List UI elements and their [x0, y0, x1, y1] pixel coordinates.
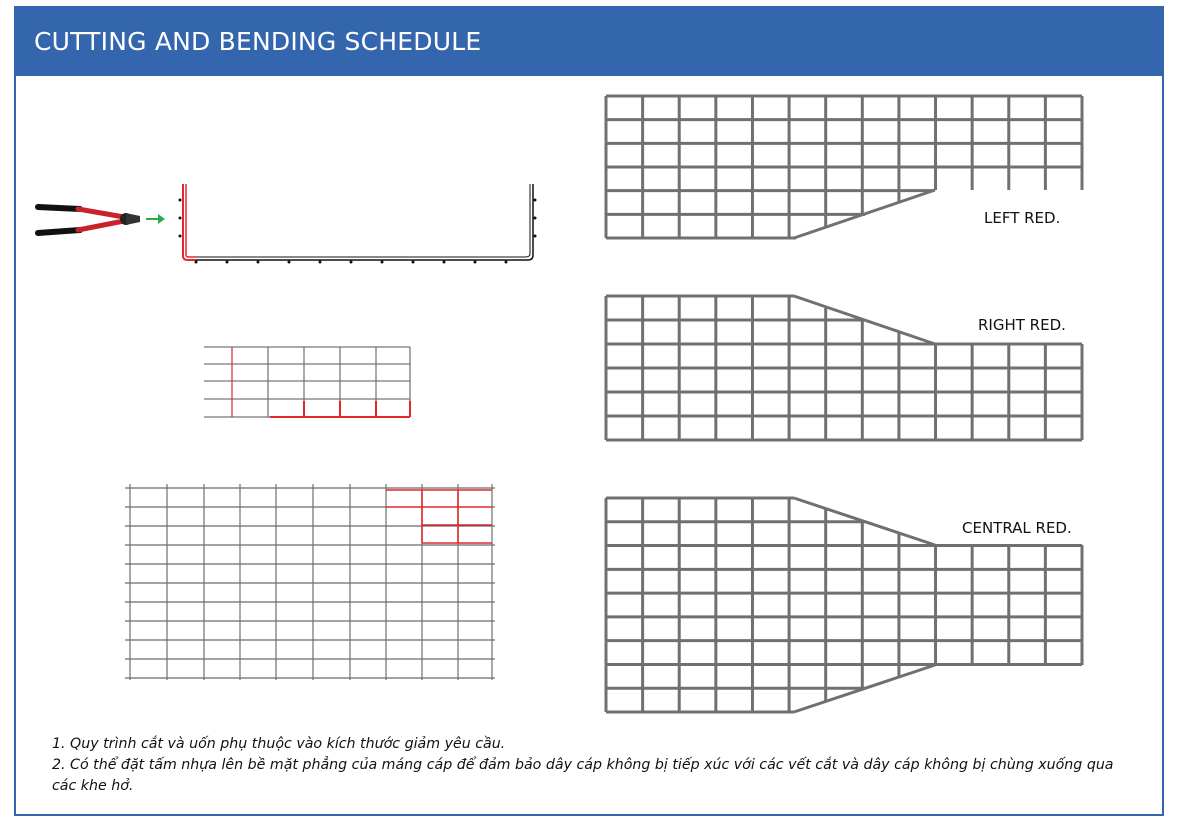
tray-dot: [257, 261, 260, 264]
tray-dot: [505, 261, 508, 264]
notes-block: [52, 734, 1142, 797]
cable-tray-section: [179, 184, 537, 264]
tray-dot: [319, 261, 322, 264]
note-1: 1. Quy trình cắt và uốn phụ thuộc vào kích thước giảm yêu cầu.: [52, 736, 506, 752]
tray-dot: [474, 261, 477, 264]
large-mesh-panel: [125, 484, 495, 680]
central-reduction-label: CENTRAL RED.: [962, 519, 1072, 537]
tray-dot: [534, 217, 537, 220]
tray-dot: [534, 199, 537, 202]
tray-dot: [381, 261, 384, 264]
note-2: 2. Có thể đặt tấm nhựa lên bề mặt phẳng của máng cáp để đảm bảo dây cáp không bị tiếp xúc với các vết cắt và dây cáp không bị chùng xuống qua các khe hở.: [52, 757, 1114, 794]
bolt-cutter-icon: [38, 207, 140, 233]
arrow-right-icon: [146, 214, 165, 224]
small-mesh-panel: [204, 347, 410, 417]
page-title: CUTTING AND BENDING SCHEDULE: [16, 8, 1162, 76]
tray-dot: [534, 235, 537, 238]
tray-dot: [179, 199, 182, 202]
tray-dot: [443, 261, 446, 264]
tray-dot: [179, 217, 182, 220]
tray-dot: [226, 261, 229, 264]
tray-wire-dots: [179, 199, 537, 264]
left-reduction-label: LEFT RED.: [984, 209, 1061, 227]
tray-dot: [195, 261, 198, 264]
tray-dot: [288, 261, 291, 264]
right-reduction-label: RIGHT RED.: [978, 316, 1066, 334]
tray-dot: [350, 261, 353, 264]
tray-dot: [179, 235, 182, 238]
tray-dot: [412, 261, 415, 264]
